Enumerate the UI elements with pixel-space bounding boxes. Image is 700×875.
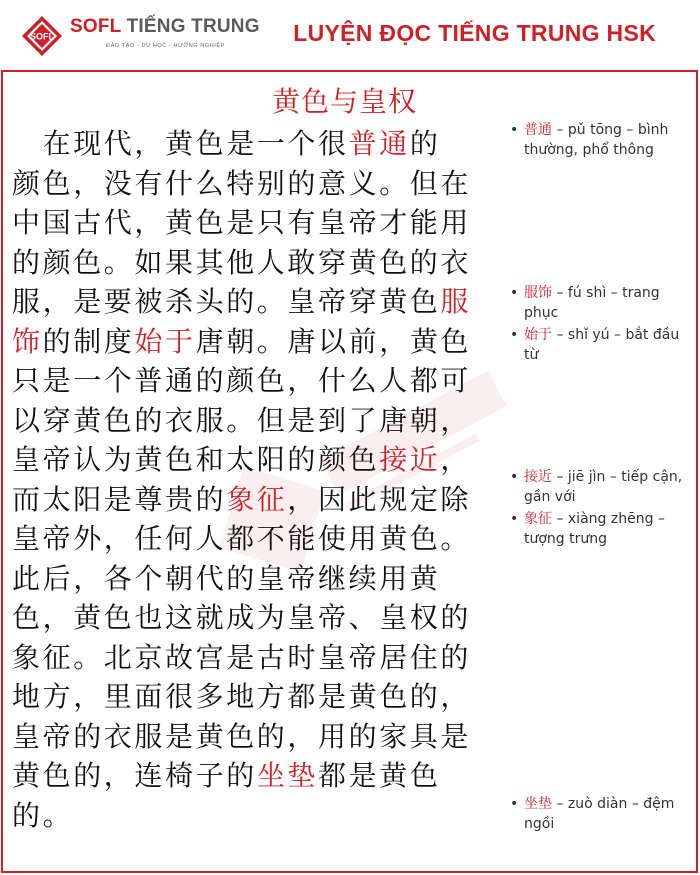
vocab-item <box>508 794 688 834</box>
story-text: 皇帝的衣服是黄色的，用的家具是 <box>12 719 472 753</box>
story-line <box>12 282 482 322</box>
story-line <box>12 717 482 757</box>
page-header <box>0 0 700 70</box>
story-text: ，因此规定除 <box>287 482 472 516</box>
story-text: 在现代，黄色是一个很 <box>12 127 349 160</box>
story-text: 的颜色。如果其他人敢穿黄色的衣 <box>12 245 472 279</box>
highlighted-word: 普通 <box>348 127 410 160</box>
story-line <box>12 124 482 164</box>
story-line <box>12 203 482 243</box>
story-body <box>12 124 482 835</box>
vocab-definition: – xiàng zhēng – tượng trưng <box>524 511 665 547</box>
vocab-definition: – zuò diàn – đệm ngồi <box>524 796 675 832</box>
story-line <box>12 164 482 204</box>
story-text: 象征。北京故宫是古时皇帝居住的 <box>12 640 472 674</box>
brand-tagline: ĐÀO TẠO - DU HỌC - HƯỚNG NGHIỆP <box>106 43 225 49</box>
brand-name <box>70 16 260 38</box>
story-text: 皇帝外，任何人都不能使用黄色。 <box>12 522 472 555</box>
story-text: 颜色，没有什么特别的意义。但在 <box>12 166 472 200</box>
sofl-logo <box>20 14 270 58</box>
story-text: 服，是要被杀头的。皇帝穿黄色 <box>12 285 441 318</box>
vocab-item <box>508 283 688 323</box>
story-text: ， <box>440 443 472 476</box>
story-text: 都是黄色 <box>318 759 441 792</box>
vocab-item <box>508 325 688 365</box>
story-title: 黄色与皇权 <box>272 85 418 118</box>
story-line <box>12 440 482 480</box>
story-text: 皇帝认为黄色和太阳的颜色 <box>12 443 380 476</box>
story-text: 只是一个普通的颜色，什么人都可 <box>12 364 472 397</box>
vocab-word: 普通 <box>524 122 552 138</box>
story-text: 地方，里面很多地方都是黄色的， <box>12 680 472 713</box>
story-line <box>12 519 482 559</box>
vocab-group <box>508 794 688 836</box>
vocab-definition: – jiē jìn – tiếp cận, gần với <box>524 469 683 505</box>
story-text: 唐朝。唐以前，黄色 <box>195 324 472 358</box>
story-line <box>12 756 482 796</box>
brand-name-red: SOFL <box>70 16 122 37</box>
vocab-word: 象征 <box>524 511 552 527</box>
story-line <box>12 361 482 401</box>
page-title: LUYỆN ĐỌC TIẾNG TRUNG HSK <box>293 20 656 46</box>
vocab-word: 始于 <box>524 327 552 343</box>
vocab-word: 服饰 <box>524 285 552 301</box>
story-line <box>12 638 482 678</box>
story-text: 以穿黄色的衣服。但是到了唐朝， <box>12 403 472 437</box>
vocab-definition: – shǐ yú – bắt đầu từ <box>524 327 680 363</box>
vocab-definition: – fú shì – trang phục <box>524 285 660 321</box>
vocab-word: 接近 <box>524 469 552 485</box>
sofl-badge-icon <box>20 14 64 58</box>
story-line <box>12 796 482 836</box>
story-text: 的制度 <box>42 324 135 358</box>
story-line <box>12 677 482 717</box>
story-text: 此后，各个朝代的皇帝继续用黄 <box>12 561 441 595</box>
badge-text: SOFL <box>30 31 54 42</box>
story-text: 而太阳是尊贵的 <box>12 482 227 516</box>
story-text: 色，黄色也这就成为皇帝、皇权的 <box>12 601 472 634</box>
highlighted-word: 始于 <box>134 324 196 358</box>
vocab-group <box>508 120 688 162</box>
highlighted-word: 饰 <box>12 324 43 358</box>
vocab-group <box>508 283 688 367</box>
story-line <box>12 243 482 283</box>
highlighted-word: 服 <box>440 285 472 318</box>
vocab-word: 坐垫 <box>524 796 552 812</box>
story-line <box>12 322 482 362</box>
story-line <box>12 598 482 638</box>
highlighted-word: 坐垫 <box>256 759 319 792</box>
story-text: 的。 <box>12 798 74 832</box>
story-text: 中国古代，黄色是只有皇帝才能用 <box>12 206 472 239</box>
vocab-definition: – pǔ tōng – bình thường, phổ thông <box>524 122 669 158</box>
story-text: 黄色的，连椅子的 <box>12 759 257 792</box>
story-line <box>12 401 482 441</box>
vocab-group <box>508 467 688 551</box>
vocab-item <box>508 467 688 507</box>
vocab-item <box>508 509 688 549</box>
vocab-item <box>508 120 688 160</box>
highlighted-word: 接近 <box>379 443 441 476</box>
story-text: 的 <box>409 127 441 160</box>
story-line <box>12 559 482 599</box>
brand-name-gray: TIẾNG TRUNG <box>126 16 260 37</box>
story-line <box>12 480 482 520</box>
highlighted-word: 象征 <box>226 482 288 516</box>
